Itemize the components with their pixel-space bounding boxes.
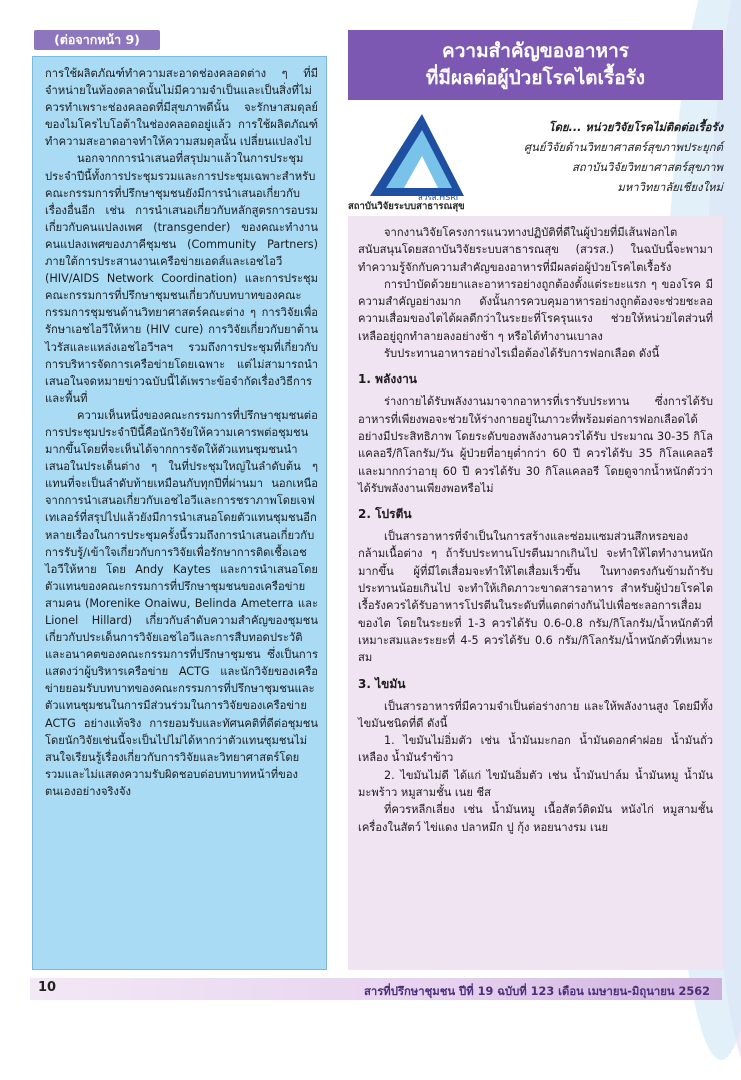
logo-caption: สถาบันวิจัยระบบสาธารณสุข [348, 201, 465, 212]
publication-info: สารที่ปรึกษาชุมชน ปีที่ 19 ฉบับที่ 123 เดือน เมษายน-มิถุนายน 2562 [363, 985, 710, 998]
section-heading: 3. ไขมัน [358, 676, 406, 691]
intro-paragraph: การบำบัดด้วยยาและอาหารอย่างถูกต้องตั้งแต่ระยะแรก ๆ ของโรค มีความสำคัญอย่างมาก ดังนั้นการควบคุมอาหารอย่างถูกต้องจะช่วยชะลอความเสื่อมของไตได้ผลดีกว่าในระยะที่โรครุนแรง ช่วยให้หน่วยไตส่วนที่เหลืออยู่ถูกทำลายลงอย่างช้า ๆ หรือได้ทำงานเบาลง [358, 277, 713, 343]
byline-line: ศูนย์วิจัยด้านวิทยาศาสตร์สุขภาพประยุกต์ [523, 141, 723, 154]
page-number: 10 [38, 980, 57, 995]
section-paragraph: เป็นสารอาหารที่จำเป็นในการสร้างและซ่อมแซมส่วนสึกหรอของกล้ามเนื้อต่าง ๆ ถ้ารับประทานโปรตีนมากเกินไป จะทำให้ไตทำงานหนักมากขึ้น ผู้ที่มีไตเสื่อมจะทำให้ไตเสื่อมเร็วขึ้น ในทางตรงกันข้ามถ้ารับประทานน้อยเกินไป จะทำให้เกิดภาวะขาดสารอาหาร สำหรับผู้ป่วยโรคไตเรื้อรังควรได้รับอาหารโปรตีนในระดับที่แตกต่างกันไปเพื่อชะลอการเสื่อมของไต โดยในระยะที่ 1-3 ควรได้รับ 0.6-0.8 กรัม/กิโลกรัม/น้ำหนักตัวที่เหมาะสมและระยะที่ 4-5 ควรได้รับ 0.6 กรัม/กิโลกรัม/น้ำหนักตัวที่เหมาะสม [358, 530, 713, 665]
byline-line: สถาบันวิจัยวิทยาศาสตร์สุขภาพ [572, 161, 723, 174]
continuation-tag: (ต่อจากหน้า 9) [34, 30, 160, 50]
left-paragraph: ความเห็นหนึ่งของคณะกรรมการที่ปรึกษาชุมชนต่อการประชุมประจำปีนี้คือนักวิจัยให้ความเคารพต่อชุมชนมากขึ้นโดยที่จะเห็นได้จากการจัดให้ตัวแทนชุมชนนำเสนอในประเด็นต่าง ๆ ในที่ประชุมใหญ่ในลำดับต้น ๆ แทนที่จะเป็นลำดับท้ายเหมือนกับทุกปีที่ผ่านมา นอกเหนือจากการนำเสนอเกี่ยวกับเอชไอวีและการชราภาพโดยเจฟ เทเลอร์ที่สรุปไปแล้วยังมีการนำเสนอโดยตัวแทนชุมชนอีกหลายเรื่องในการประชุมครั้งนี้รวมถึงการนำเสนอเกี่ยวกับการรับรู้/เข้าใจเกี่ยวกับการวิจัยเพื่อรักษาการติดเชื้อเอชไอวีให้หาย โดย Andy Kaytes และการนำเสนอโดยตัวแทนของคณะกรรมการที่ปรึกษาชุมชนของเครือข่ายสามคน (Morenike Onaiwu, Belinda Ameterra และ Lionel Hillard) เกี่ยวกับลำดับความสำคัญของชุมชนเกี่ยวกับประเด็นการวิจัยเอชไอวีและการสืบทอดประวัติและอนาคตของคณะกรรมการที่ปรึกษาชุมชน ซึ่งเป็นการแสดงว่าผู้บริหารเครือข่าย ACTG และนักวิจัยของเครือข่ายยอมรับบทบาทของคณะกรรมการที่ปรึกษาชุมชนและตัวแทนชุมชนในการมีส่วนร่วมในการวิจัยของเครือข่าย ACTG อย่างแท้จริง การยอมรับและทัศนคติที่ดีต่อชุมชนโดยนักวิจัยเช่นนี้จะเป็นไปไม่ได้หากว่าตัวแทนชุมชนไม่สนใจเรียนรู้เรื่องเกี่ยวกับการวิจัยและวิทยาศาสตร์โดยรวมและไม่แสดงความรับผิดชอบต่อบทบาทหน้าที่ของตนเองอย่างจริงจัง [45, 408, 318, 798]
author-byline [470, 118, 723, 198]
left-paragraph: นอกจากการนำเสนอที่สรุปมาแล้วในการประชุมประจำปีนี้ทั้งการประชุมรวมและการประชุมเฉพาะสำหรับคณะกรรมการที่ปรึกษาชุมชนยังมีการนำเสนอเกี่ยวกับเรื่องอื่นอีก เช่น การนำเสนอเกี่ยวกับหลักสูตรการอบรมเกี่ยวกับคนแปลงเพศ (transgender) ของคณะทำงานคนแปลงเพศของภาคีชุมชน (Community Partners) ภายใต้การประสานงานเครือข่ายเอดส์และเอชไอวี (HIV/AIDS Network Coordination) และการประชุมคณะกรรมการที่ปรึกษาชุมชนเกี่ยวกับบทบาทของคณะกรรมการชุมชนด้านวิทยาศาสตร์คณะต่าง ๆ การวิจัยเพื่อรักษาเอชไอวีให้หาย (HIV cure) การวิจัยเกี่ยวกับยาต้านไวรัสและแหล่งเอชไอวีฯลฯ รวมถึงการประชุมที่เกี่ยวกับการบริหารจัดการเครือข่ายโดยเฉพาะ แต่ไม่สามารถนำเสนอในจดหมายข่าวฉบับนี้ได้เพราะข้อจำกัดเรื่องวิธีการและพื้นที่ [45, 152, 318, 405]
article-title-line-1: ความสำคัญของอาหาร [442, 40, 629, 62]
byline-lead: โดย... หน่วยวิจัยโรคไม่ติดต่อเรื้อรัง [548, 121, 723, 134]
section-paragraph: 1. ไขมันไม่อิ่มตัว เช่น น้ำมันมะกอก น้ำมันดอกคำฝอย น้ำมันถั่วเหลือง น้ำมันรำข้าว [358, 734, 713, 765]
right-article-body [348, 216, 723, 970]
article-title-line-2: ที่มีผลต่อผู้ป่วยโรคไตเรื้อรัง [425, 67, 646, 89]
byline-line: มหาวิทยาลัยเชียงใหม่ [617, 181, 723, 194]
section-heading: 1. พลังงาน [358, 372, 418, 387]
left-paragraph: การใช้ผลิตภัณฑ์ทำความสะอาดช่องคลอดต่าง ๆ ที่มีจำหน่ายในท้องตลาดนั้นไม่มีความจำเป็นและเป็นสิ่งที่ไม่ควรทำเพราะช่องคลอดที่มีสุขภาพดีนั้น จะรักษาสมดุลย์ของไมโครไบโอต้าในช่องคลอดอยู่แล้ว การใช้ผลิตภัณฑ์ทำความสะอาดอาจทำให้ความสมดุลนั้น เปลี่ยนแปลงไป [45, 67, 318, 149]
section-paragraph: เป็นสารอาหารที่มีความจำเป็นต่อร่างกาย และให้พลังงานสูง โดยมีทั้งไขมันชนิดที่ดี ดังนี้ [358, 699, 713, 730]
logo-emblem-text: สวรส.HSRI [418, 193, 459, 202]
intro-paragraph: จากงานวิจัยโครงการแนวทางปฏิบัติที่ดีในผู้ป่วยที่มีเส้นฟอกไต สนับสนุนโดยสถาบันวิจัยระบบสาธารณสุข (สวรส.) ในฉบับนี้จะพามาทำความรู้จักกับความสำคัญของอาหารที่มีผลต่อผู้ป่วยโรคไตเรื้อรัง [358, 226, 713, 274]
section-paragraph: 2. ไขมันไม่ดี ได้แก่ ไขมันอิ่มตัว เช่น น้ำมันปาล์ม น้ำมันหมู น้ำมันมะพร้าว หมูสามชั้น เนย ชีส [358, 768, 713, 800]
article-title-banner [348, 30, 723, 100]
left-article-column [32, 56, 327, 970]
intro-paragraph: รับประทานอาหารอย่างไรเมื่อต้องได้รับการฟอกเลือด ดังนี้ [384, 347, 660, 361]
section-paragraph: ที่ควรหลีกเลี่ยง เช่น น้ำมันหมู เนื้อสัตว์ติดมัน หนังไก่ หมูสามชั้น เครื่องในสัตว์ ไข่แดง ปลาหมึก ปู กุ้ง หอยนางรม เนย [358, 803, 713, 834]
hsri-logo-icon [360, 108, 470, 204]
section-paragraph: ร่างกายได้รับพลังงานมาจากอาหารที่เรารับประทาน ซึ่งการได้รับอาหารที่เพียงพอจะช่วยให้ร่างกายอยู่ในภาวะที่พร้อมต่อการฟอกเลือดได้อย่างมีประสิทธิภาพ โดยระดับของพลังงานควรได้รับ ประมาณ 30-35 กิโลแคลอรี/กิโลกรัม/วัน ผู้ป่วยที่อายุต่ำกว่า 60 ปี ควรได้รับ 35 กิโลแคลอรี และมากกว่าอายุ 60 ปี ควรได้รับ 30 กิโลแคลอรี โดยดูจากน้ำหนักตัวว่าได้รับพลังงานเพียงพอหรือไม่ [358, 395, 713, 495]
section-heading: 2. โปรตีน [358, 507, 412, 522]
